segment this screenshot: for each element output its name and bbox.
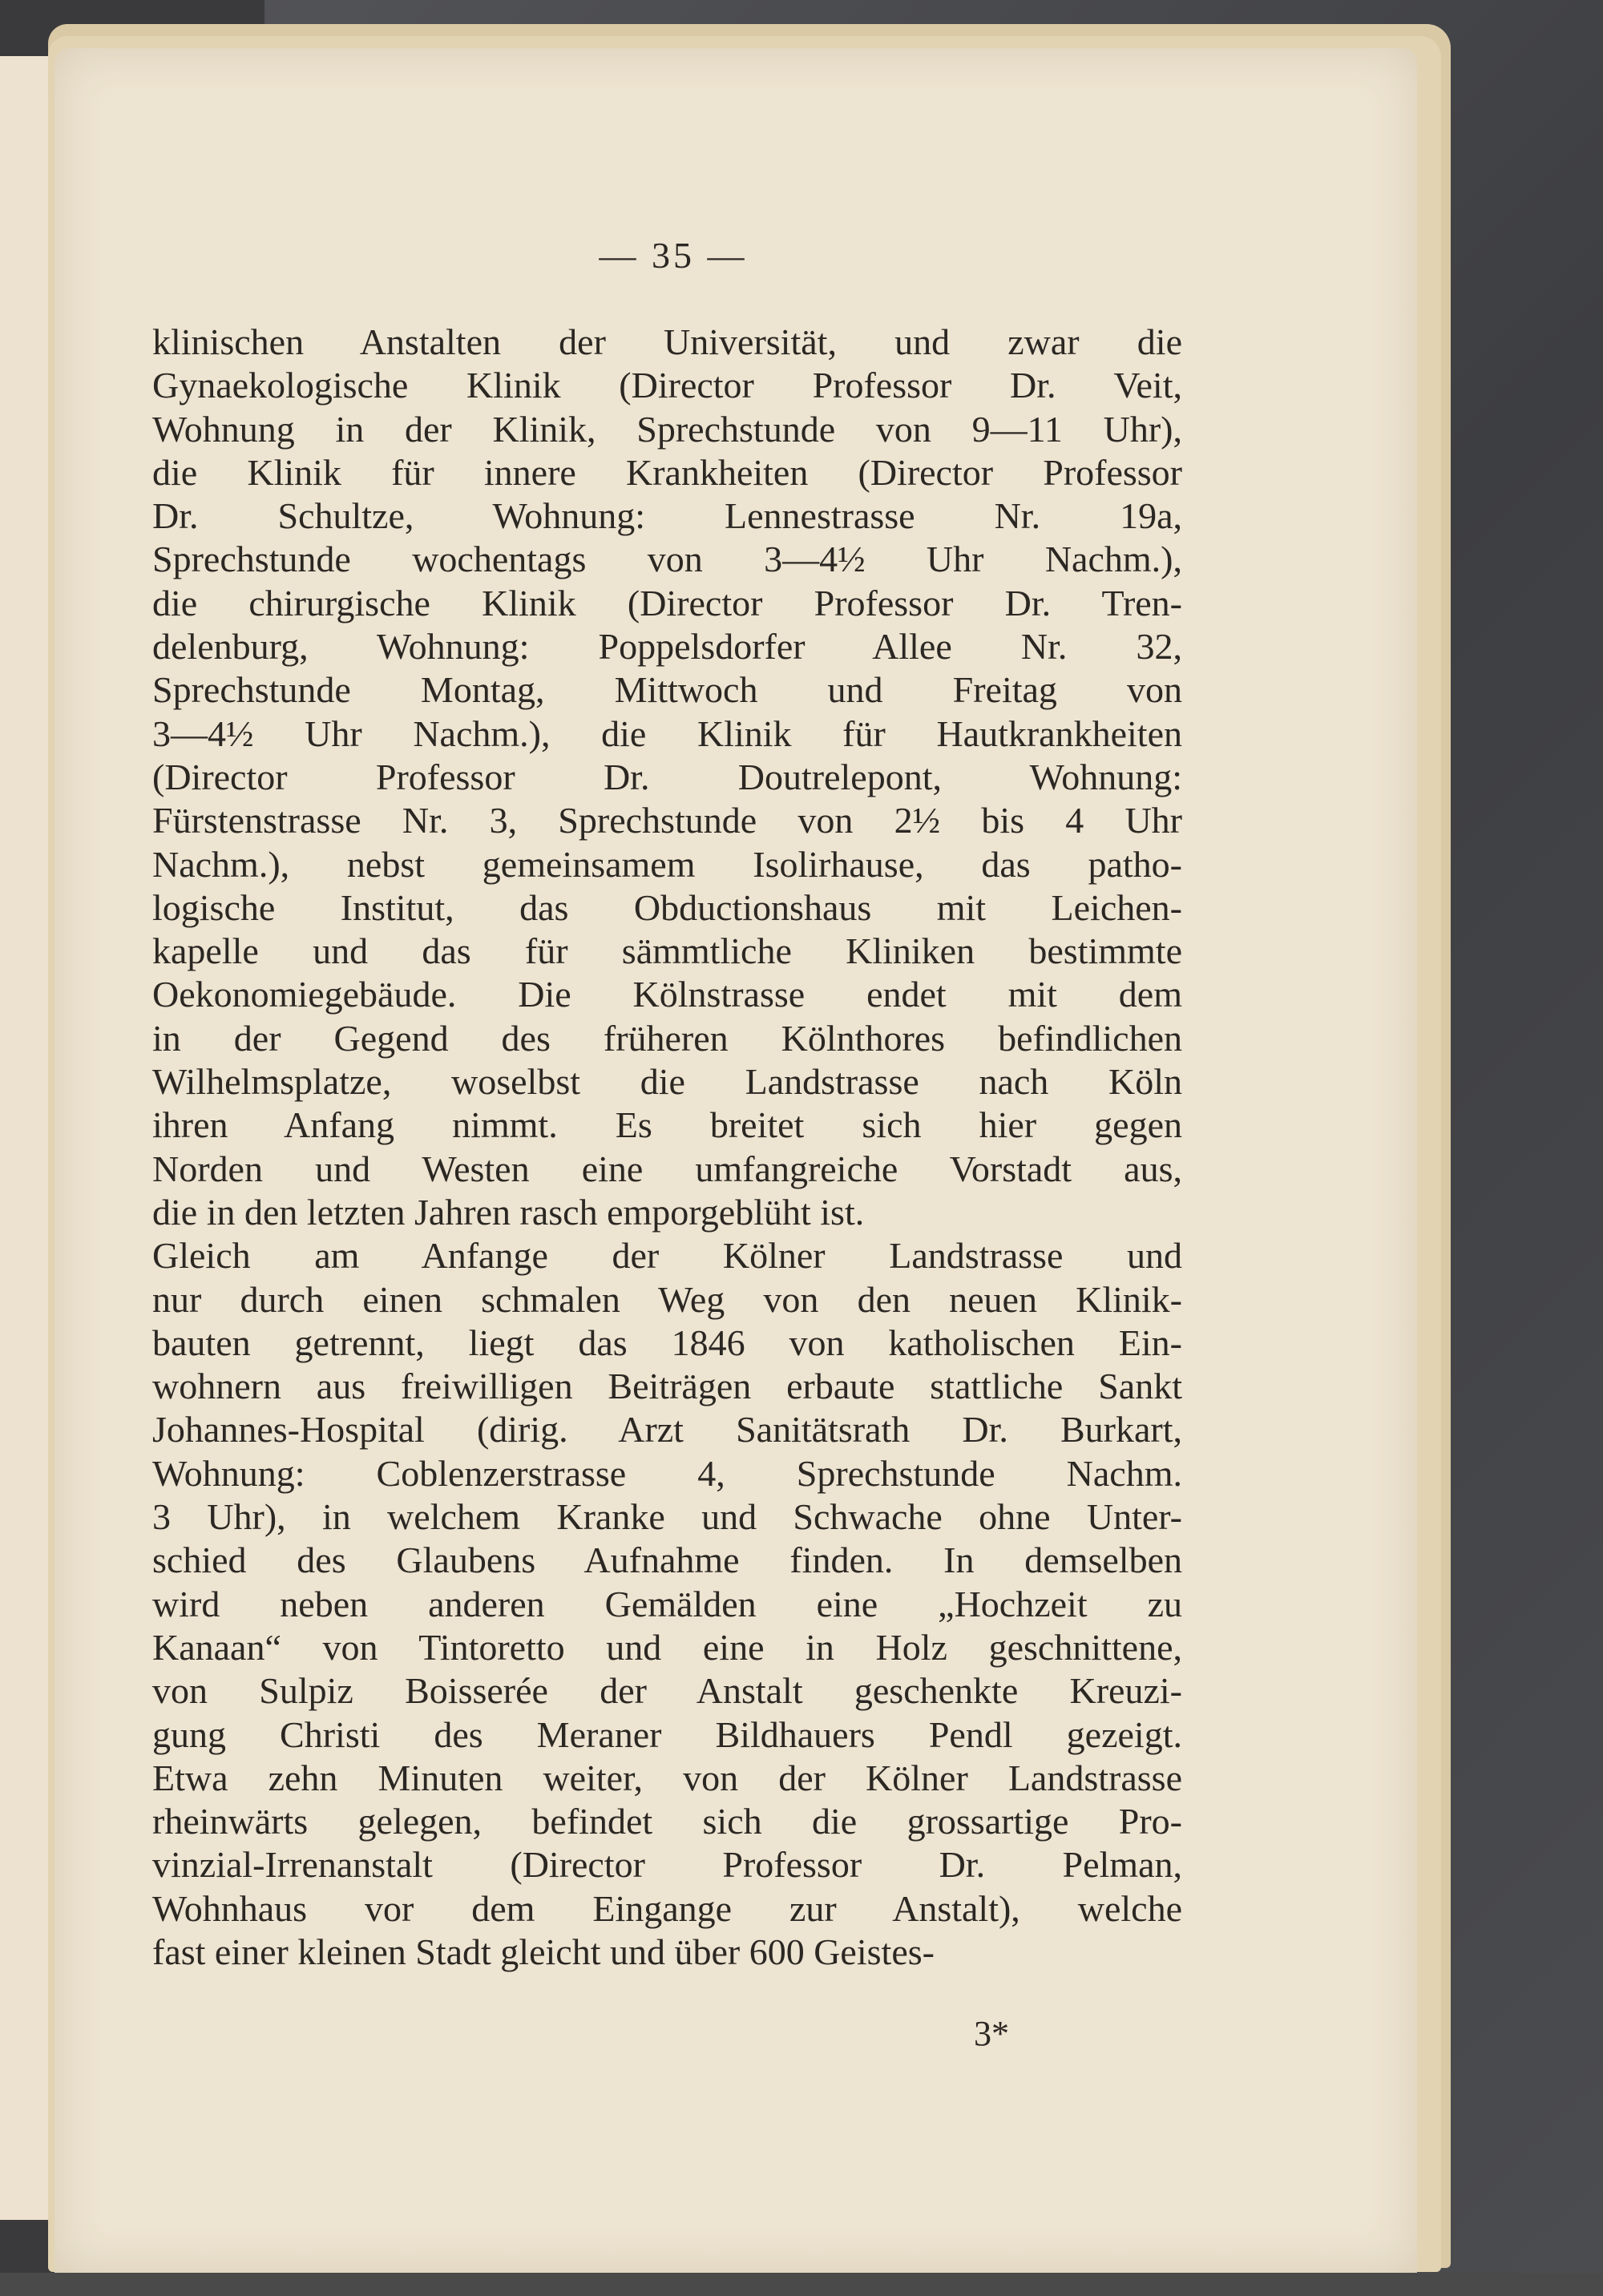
text-line: Oekonomiegebäude. Die Kölnstrasse endet mit dem: [152, 974, 1182, 1015]
text-line: logische Institut, das Obductionshaus mit Leichen-: [152, 886, 1182, 928]
text-line: Wohnung: Coblenzerstrasse 4, Sprechstunde Nachm.: [152, 1452, 1182, 1494]
text-line: rheinwärts gelegen, befindet sich die grossartige Pro-: [152, 1801, 1182, 1842]
text-line: vinzial-Irrenanstalt (Director Professor Dr. Pelman,: [152, 1844, 1182, 1886]
text-line: die in den letzten Jahren rasch emporgeblüht ist.: [152, 1191, 865, 1233]
page-number: — 35 —: [599, 235, 748, 276]
text-line: wohnern aus freiwilligen Beiträgen erbaute stattliche Sankt: [152, 1366, 1182, 1407]
text-line: Norden und Westen eine umfangreiche Vorstadt aus,: [152, 1148, 1182, 1189]
text-line: Nachm.), nebst gemeinsamem Isolirhause, das patho-: [152, 843, 1182, 885]
text-line: (Director Professor Dr. Doutrelepont, Wohnung:: [152, 756, 1182, 797]
text-line: nur durch einen schmalen Weg von den neuen Klinik-: [152, 1278, 1182, 1320]
text-line: gung Christi des Meraner Bildhauers Pendl gezeigt.: [152, 1713, 1182, 1755]
text-line: Gleich am Anfange der Kölner Landstrasse und: [152, 1235, 1182, 1277]
text-line: kapelle und das für sämmtliche Kliniken bestimmte: [152, 930, 1182, 972]
text-line: Johannes-Hospital (dirig. Arzt Sanitätsrath Dr. Burkart,: [152, 1409, 1182, 1451]
signature-mark: 3*: [974, 2014, 1009, 2053]
text-line: Sprechstunde wochentags von 3—4½ Uhr Nachm.),: [152, 539, 1182, 580]
text-line: ihren Anfang nimmt. Es breitet sich hier gegen: [152, 1104, 1182, 1146]
text-line: in der Gegend des früheren Kölnthores befindlichen: [152, 1017, 1182, 1059]
text-line: bauten getrennt, liegt das 1846 von katholischen Ein-: [152, 1322, 1182, 1363]
text-line: 3 Uhr), in welchem Kranke und Schwache ohne Unter-: [152, 1496, 1182, 1538]
text-line: Etwa zehn Minuten weiter, von der Kölner Landstrasse: [152, 1757, 1182, 1798]
body-text: [152, 321, 1182, 1974]
text-line: die Klinik für innere Krankheiten (Director Professor: [152, 451, 1182, 493]
text-line: Wilhelmsplatze, woselbst die Landstrasse nach Köln: [152, 1061, 1182, 1103]
text-line: Wohnhaus vor dem Eingange zur Anstalt), welche: [152, 1887, 1182, 1929]
text-line: delenburg, Wohnung: Poppelsdorfer Allee Nr. 32,: [152, 626, 1182, 668]
text-line: klinischen Anstalten der Universität, und zwar die: [152, 321, 1182, 362]
text-line: Wohnung in der Klinik, Sprechstunde von 9—11 Uhr),: [152, 408, 1182, 450]
text-line: schied des Glaubens Aufnahme finden. In demselben: [152, 1539, 1182, 1581]
text-line: Dr. Schultze, Wohnung: Lennestrasse Nr. 19a,: [152, 495, 1182, 537]
text-line: Sprechstunde Montag, Mittwoch und Freitag von: [152, 669, 1182, 711]
text-line: die chirurgische Klinik (Director Professor Dr. Tren-: [152, 582, 1182, 623]
text-line: 3—4½ Uhr Nachm.), die Klinik für Hautkrankheiten: [152, 712, 1182, 754]
text-line: fast einer kleinen Stadt gleicht und über 600 Geistes-: [152, 1931, 935, 1972]
text-line: von Sulpiz Boisserée der Anstalt geschenkte Kreuzi-: [152, 1670, 1182, 1712]
text-line: Gynaekologische Klinik (Director Professor Dr. Veit,: [152, 365, 1182, 406]
text-line: Kanaan“ von Tintoretto und eine in Holz geschnittene,: [152, 1626, 1182, 1668]
text-line: Fürstenstrasse Nr. 3, Sprechstunde von 2½ bis 4 Uhr: [152, 800, 1182, 841]
text-line: wird neben anderen Gemälden eine „Hochzeit zu: [152, 1583, 1182, 1624]
